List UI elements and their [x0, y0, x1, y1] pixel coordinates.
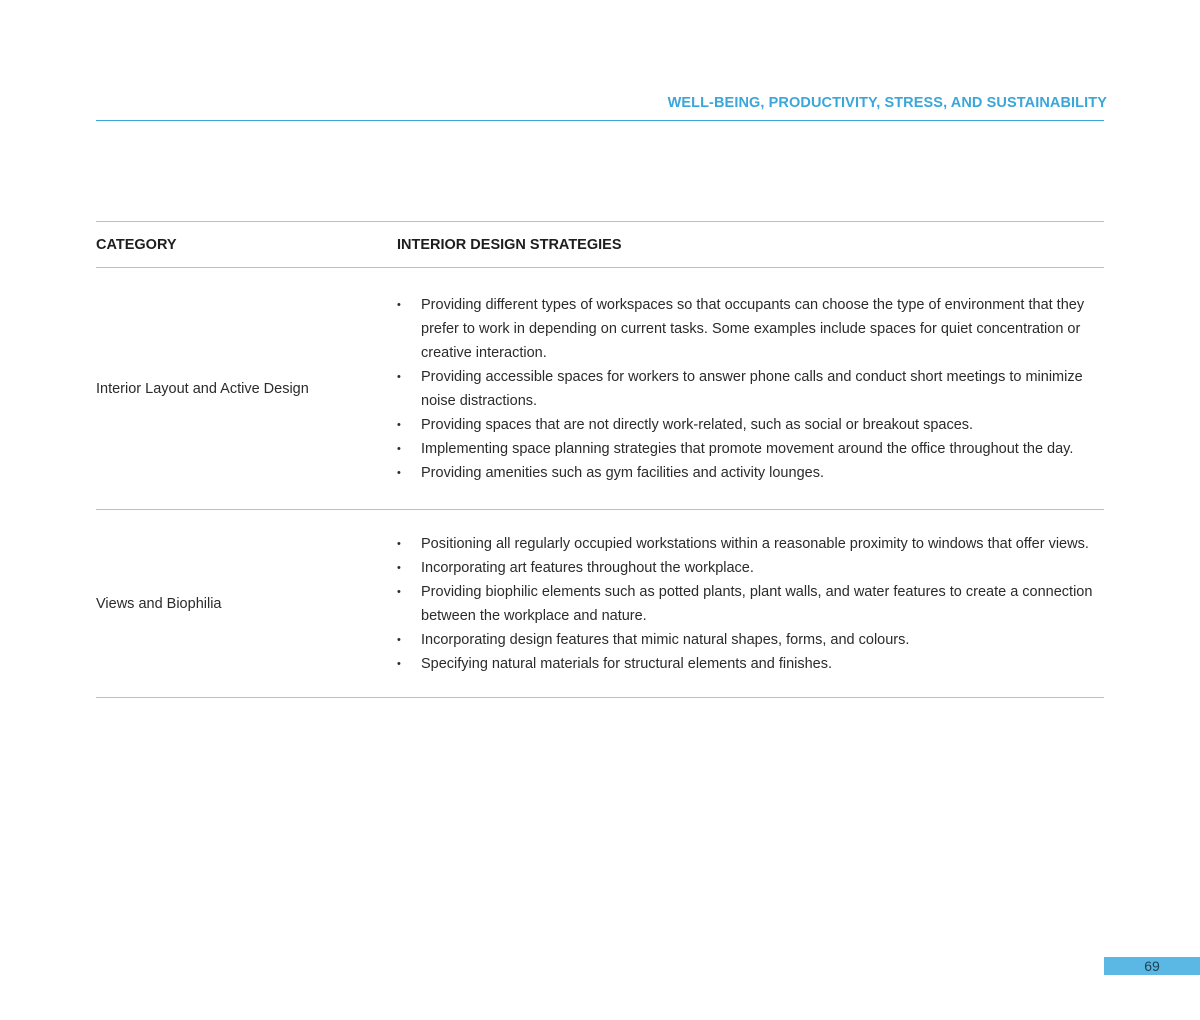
strategy-item [397, 413, 1104, 437]
strategies-cell [397, 532, 1104, 676]
header-divider [96, 120, 1104, 121]
bullet-icon: • [397, 657, 401, 670]
strategy-text: Positioning all regularly occupied workstations within a reasonable proximity to windows that offer views. [421, 535, 1089, 552]
table-header-row [96, 222, 1104, 268]
strategy-text: Providing different types of workspaces so that occupants can choose the type of environment that they prefer to work in depending on current tasks. Some examples include spaces for quiet concentration or creative interaction. [421, 296, 1085, 361]
bullet-icon: • [397, 370, 401, 383]
strategy-item [397, 437, 1104, 461]
strategy-item [397, 556, 1104, 580]
strategy-item [397, 461, 1104, 485]
strategy-item [397, 580, 1104, 628]
page-number: 69 [1104, 957, 1200, 975]
strategy-item [397, 532, 1104, 556]
category-cell: Views and Biophilia [96, 595, 222, 612]
strategy-text: Providing accessible spaces for workers to answer phone calls and conduct short meetings to minimize noise distractions. [421, 368, 1083, 409]
bullet-icon: • [397, 561, 401, 574]
strategy-table [96, 221, 1104, 698]
strategy-text: Specifying natural materials for structural elements and finishes. [421, 655, 833, 672]
column-header-category: CATEGORY [96, 236, 177, 253]
strategy-text: Implementing space planning strategies that promote movement around the office throughout the day. [421, 440, 1074, 457]
strategy-text: Incorporating design features that mimic natural shapes, forms, and colours. [421, 631, 910, 648]
strategy-item [397, 652, 1104, 676]
bullet-icon: • [397, 537, 401, 550]
strategy-list [397, 293, 1104, 485]
strategy-text: Providing amenities such as gym facilities and activity lounges. [421, 464, 824, 481]
strategy-text: Incorporating art features throughout the workplace. [421, 559, 754, 576]
bullet-icon: • [397, 585, 401, 598]
table-row [96, 268, 1104, 510]
strategy-list [397, 532, 1104, 676]
strategy-item [397, 365, 1104, 413]
bullet-icon: • [397, 418, 401, 431]
category-cell: Interior Layout and Active Design [96, 380, 309, 397]
strategy-text: Providing spaces that are not directly work-related, such as social or breakout spaces. [421, 416, 974, 433]
bullet-icon: • [397, 633, 401, 646]
running-header-title: WELL-BEING, PRODUCTIVITY, STRESS, AND SUSTAINABILITY [667, 95, 1107, 111]
table-row [96, 510, 1104, 698]
column-header-strategies: INTERIOR DESIGN STRATEGIES [397, 236, 622, 253]
strategies-cell [397, 293, 1104, 485]
strategy-item [397, 293, 1104, 365]
strategy-text: Providing biophilic elements such as potted plants, plant walls, and water features to create a connection between the workplace and nature. [421, 583, 1093, 624]
strategy-item [397, 628, 1104, 652]
bullet-icon: • [397, 442, 401, 455]
bullet-icon: • [397, 466, 401, 479]
bullet-icon: • [397, 298, 401, 311]
